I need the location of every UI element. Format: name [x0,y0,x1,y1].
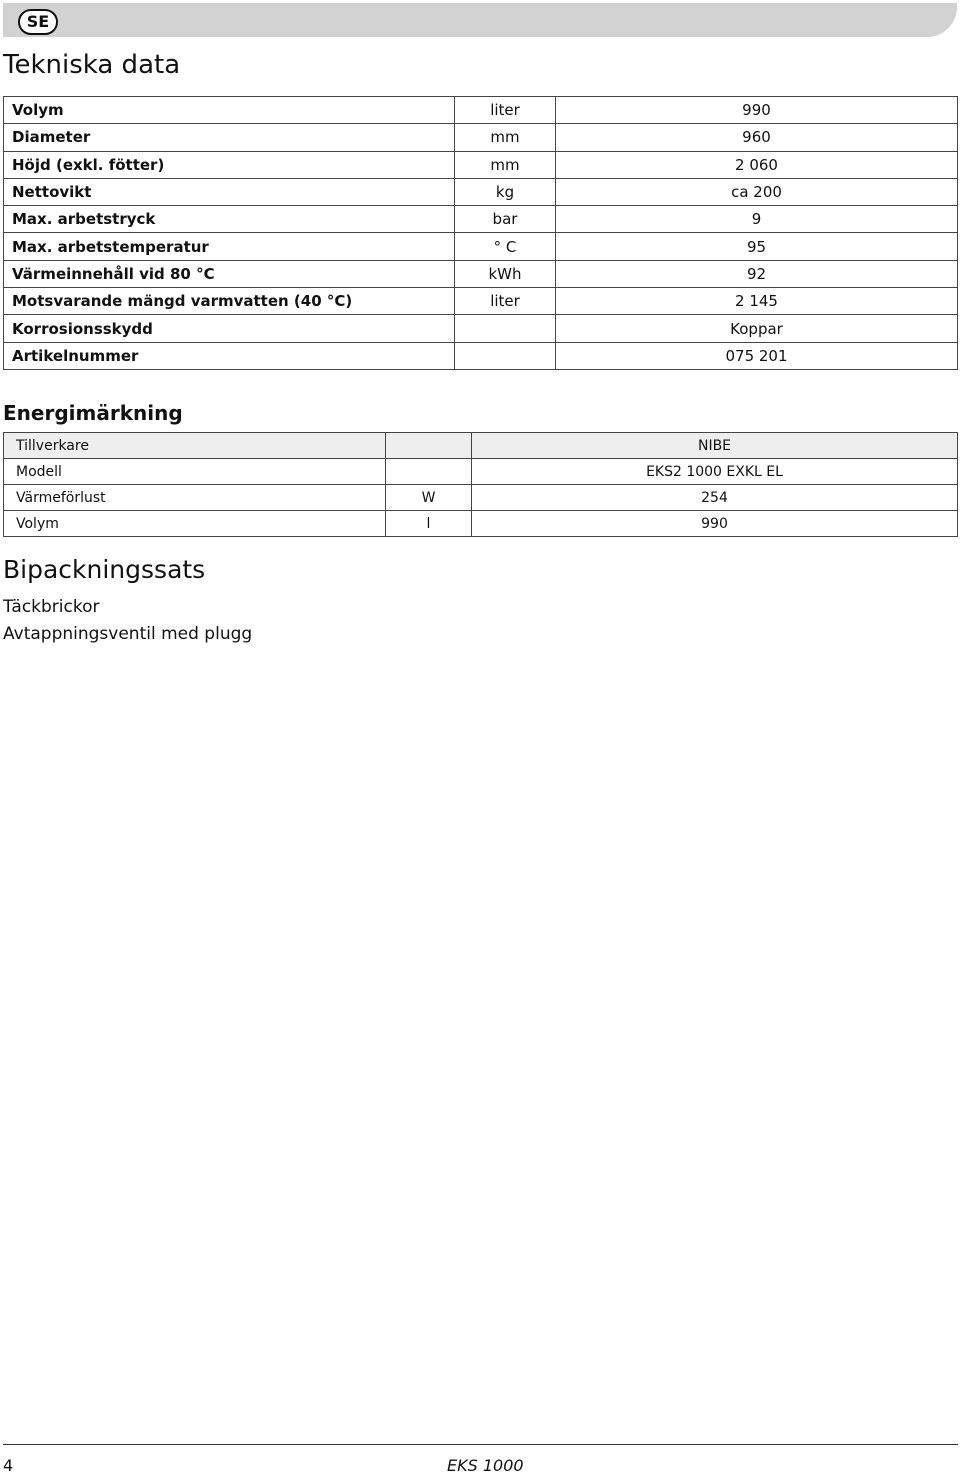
energy-label-table [3,432,958,537]
row-value: 2 060 [556,151,958,178]
row-unit: W [386,485,472,511]
row-label: Max. arbetstemperatur [4,233,455,260]
row-value: Koppar [556,315,958,342]
accessories-title: Bipackningssats [3,555,206,584]
table-row [4,433,958,459]
row-unit [455,315,556,342]
table-row [4,233,958,260]
table-row [4,511,958,537]
row-unit: bar [455,206,556,233]
row-unit [386,433,472,459]
row-label: Motsvarande mängd varmvatten (40 °C) [4,288,455,315]
document-name: EKS 1000 [447,1456,524,1475]
row-label: Värmeinnehåll vid 80 °C [4,260,455,287]
row-label: Nettovikt [4,178,455,205]
row-unit: ° C [455,233,556,260]
row-unit: l [386,511,472,537]
row-label: Modell [4,459,386,485]
row-value: 95 [556,233,958,260]
table-row [4,315,958,342]
row-unit [386,459,472,485]
table-row [4,206,958,233]
row-value: 960 [556,124,958,151]
row-unit: kg [455,178,556,205]
row-label: Tillverkare [4,433,386,459]
row-label: Höjd (exkl. fötter) [4,151,455,178]
row-value: EKS2 1000 EXKL EL [472,459,958,485]
row-value: 075 201 [556,342,958,369]
row-value: 990 [472,511,958,537]
tech-data-title: Tekniska data [3,50,181,80]
table-row [4,260,958,287]
row-value: 990 [556,97,958,124]
table-row [4,459,958,485]
table-row [4,124,958,151]
row-label: Volym [4,97,455,124]
page-number: 4 [3,1456,14,1475]
row-label: Artikelnummer [4,342,455,369]
table-row [4,151,958,178]
row-value: 9 [556,206,958,233]
table-row [4,342,958,369]
row-unit: liter [455,97,556,124]
row-label: Diameter [4,124,455,151]
table-row [4,178,958,205]
row-unit: mm [455,151,556,178]
row-value: ca 200 [556,178,958,205]
row-label: Volym [4,511,386,537]
row-value: 254 [472,485,958,511]
tech-data-table [3,96,958,370]
row-label: Max. arbetstryck [4,206,455,233]
accessory-item: Täckbrickor [3,597,100,617]
energy-label-title: Energimärkning [3,401,183,425]
header-bar [3,3,957,37]
row-unit: liter [455,288,556,315]
table-row [4,485,958,511]
row-unit: mm [455,124,556,151]
table-row [4,288,958,315]
row-value: NIBE [472,433,958,459]
table-row [4,97,958,124]
language-badge: SE [18,9,58,35]
footer-divider [3,1444,958,1445]
row-unit [455,342,556,369]
row-unit: kWh [455,260,556,287]
row-label: Värmeförlust [4,485,386,511]
row-value: 2 145 [556,288,958,315]
row-value: 92 [556,260,958,287]
accessory-item: Avtappningsventil med plugg [3,624,253,644]
row-label: Korrosionsskydd [4,315,455,342]
